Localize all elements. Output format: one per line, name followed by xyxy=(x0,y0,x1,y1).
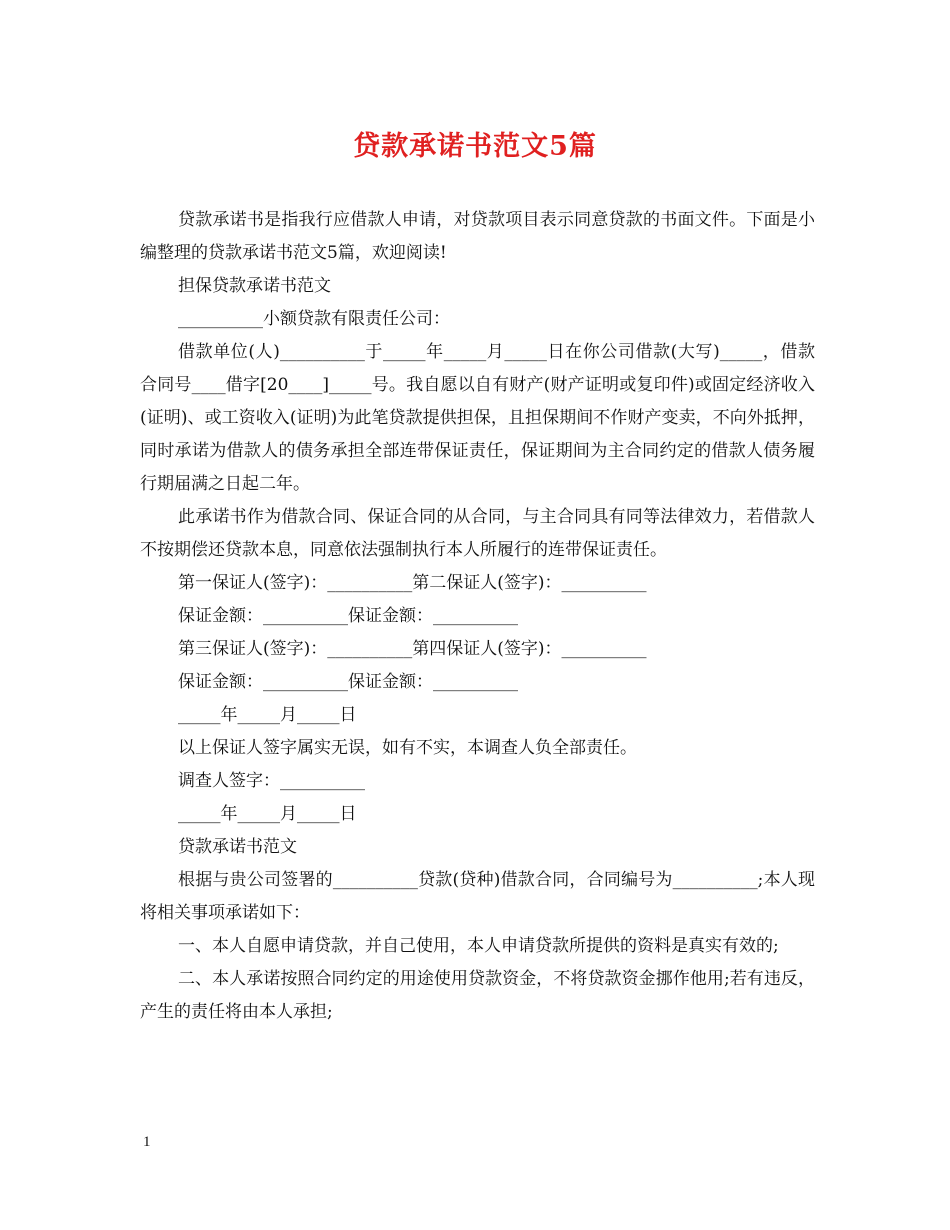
commitment-item: 一、本人自愿申请贷款，并自己使用，本人申请贷款所提供的资料是真实有效的; xyxy=(178,936,779,956)
intro-paragraph: 贷款承诺书是指我行应借款人申请，对贷款项目表示同意贷款的书面文件。下面是小编整理的贷款承诺书范文5篇，欢迎阅读! xyxy=(140,210,815,263)
verification-statement: 以上保证人签字属实无误，如有不实，本调查人负全部责任。 xyxy=(178,738,637,758)
investigator-signature-line: 调查人签字：__________ xyxy=(178,771,365,791)
body-paragraph: 借款单位(人)__________于_____年_____月_____日在你公司借款(大写)_____，借款合同号____借字[20____]_____号。我自愿以自有财产(财产证明或复印件)或固定经济收入(证明)、或工资收入(证明)为此笔贷款提供担保，且担保期间不作财产变卖，不向外抵押，同时承诺为借款人的债务承担全部连带保证责任，保证期间为主合同约定的借款人债务履行期届满之日起二年。 xyxy=(140,342,815,494)
signature-line: 第三保证人(签字)：__________第四保证人(签字)：__________ xyxy=(178,639,647,659)
body-paragraph: 此承诺书作为借款合同、保证合同的从合同，与主合同具有同等法律效力，若借款人不按期偿还贷款本息，同意依法强制执行本人所履行的连带保证责任。 xyxy=(140,507,815,560)
amount-line: 保证金额：__________保证金额：__________ xyxy=(178,606,518,626)
addressee-line: __________小额贷款有限责任公司： xyxy=(178,309,450,329)
signature-line: 第一保证人(签字)：__________第二保证人(签字)：__________ xyxy=(178,573,647,593)
section-heading: 担保贷款承诺书范文 xyxy=(178,276,331,296)
body-paragraph: 根据与贵公司签署的__________贷款(贷种)借款合同，合同编号为__________;本人现将相关事项承诺如下： xyxy=(140,870,815,923)
date-line: _____年_____月_____日 xyxy=(178,804,357,824)
commitment-item: 二、本人承诺按照合同约定的用途使用贷款资金，不将贷款资金挪作他用;若有违反，产生的责任将由本人承担; xyxy=(140,969,815,1022)
document-title: 贷款承诺书范文5篇 xyxy=(353,131,597,162)
page-number: 1 xyxy=(143,1134,151,1150)
amount-line: 保证金额：__________保证金额：__________ xyxy=(178,672,518,692)
section-heading: 贷款承诺书范文 xyxy=(178,837,297,857)
date-line: _____年_____月_____日 xyxy=(178,705,357,725)
document-body xyxy=(140,204,815,1029)
